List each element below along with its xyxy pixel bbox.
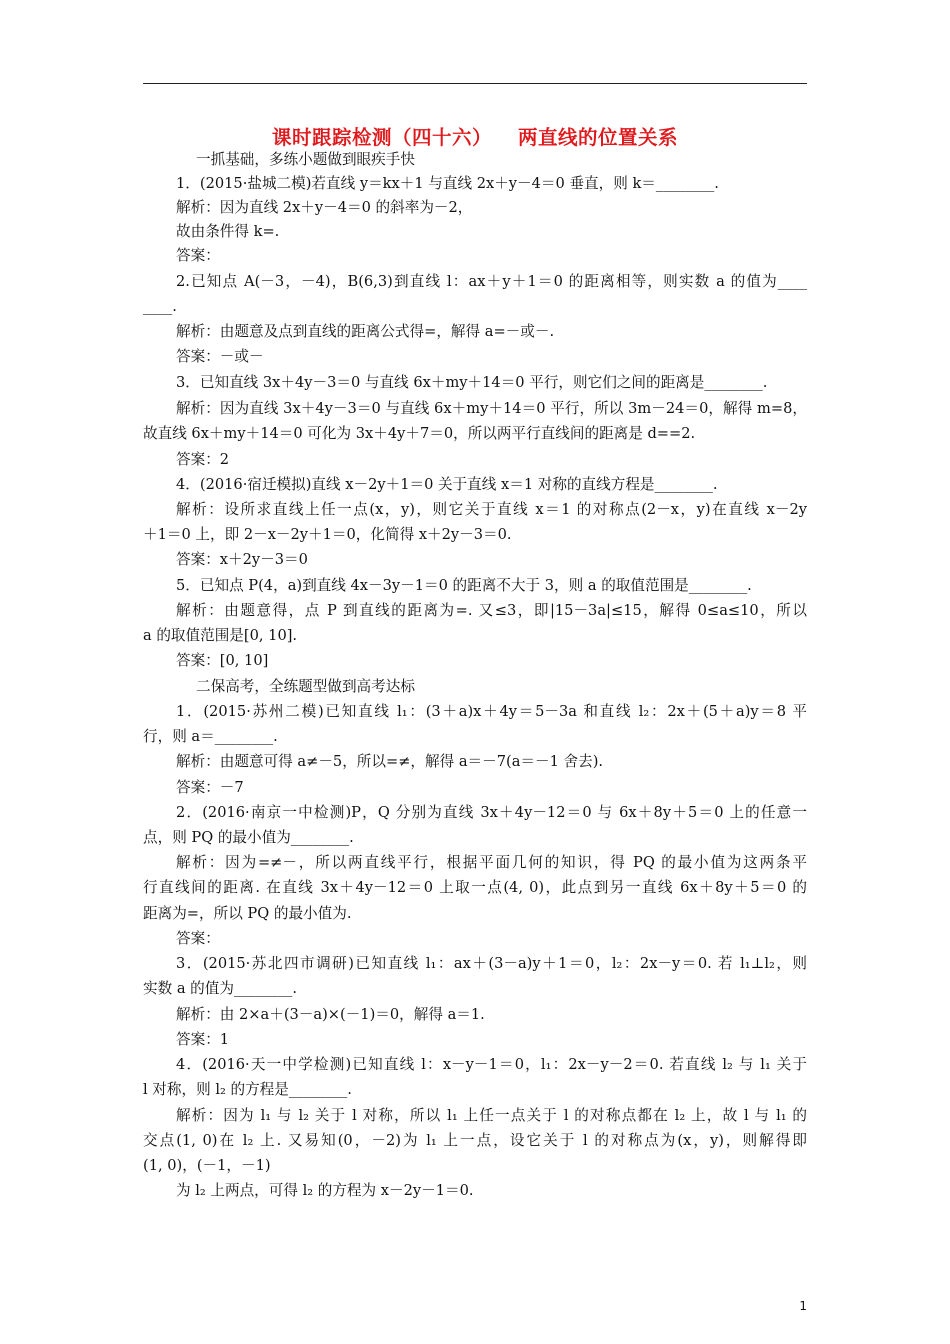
text-line: 3．(2015·苏北四市调研)已知直线 l₁：ax＋(3－a)y＋1＝0，l₂：2x－y＝0. 若 l₁⊥l₂，则 <box>176 955 807 972</box>
text-line: 实数 a 的值为________. <box>143 980 297 997</box>
text-line: 行直线间的距离. 在直线 3x＋4y－12＝0 上取一点(4, 0)，此点到另一直线 6x＋8y＋5＝0 的 <box>143 879 807 896</box>
text-line: 答案：－或－ <box>176 348 264 365</box>
text-line: 答案：1 <box>176 1031 230 1048</box>
text-line: 答案：x＋2y－3＝0 <box>176 551 308 568</box>
text-line: 答案：2 <box>176 451 230 468</box>
text-line: l 对称，则 l₂ 的方程是________. <box>143 1081 352 1098</box>
text-line: 二保高考，全练题型做到高考达标 <box>196 678 415 695</box>
text-line: 答案： <box>176 930 220 947</box>
text-line: 1．(2015·盐城二模)若直线 y＝kx＋1 与直线 2x＋y－4＝0 垂直，则 k＝________. <box>176 175 719 192</box>
text-line: 解析：因为=≠－，所以两直线平行，根据平面几何的知识，得 PQ 的最小值为这两条平 <box>176 854 807 871</box>
text-line: (1, 0)，(－1，－1) <box>143 1157 271 1174</box>
text-line: 行，则 a＝________. <box>143 728 278 745</box>
title-main: 课时跟踪检测（四十六） <box>271 126 492 149</box>
text-line: 答案：[0, 10] <box>176 652 269 669</box>
text-line: 交点(1, 0)在 l₂ 上. 又易知(0，－2)为 l₁ 上一点，设它关于 l 的对称点为(x，y)，则解得即 <box>143 1132 807 1149</box>
text-line: 2.已知点 A(－3，－4)，B(6,3)到直线 l：ax＋y＋1＝0 的距离相等，则实数 a 的值为____ <box>176 273 807 290</box>
text-line: 1．(2015·苏州二模)已知直线 l₁：(3＋a)x＋4y＝5－3a 和直线 l₂：2x＋(5＋a)y＝8 平 <box>176 703 807 720</box>
text-line: 2．(2016·南京一中检测)P，Q 分别为直线 3x＋4y－12＝0 与 6x＋8y＋5＝0 上的任意一 <box>176 804 807 821</box>
text-line: 一抓基础，多练小题做到眼疾手快 <box>196 151 415 168</box>
text-line: a 的取值范围是[0, 10]. <box>143 627 298 644</box>
page-title <box>0 122 950 150</box>
text-line: 解析：由题意及点到直线的距离公式得=，解得 a=－或－. <box>176 323 555 340</box>
text-line: 4．(2016·天一中学检测)已知直线 l：x－y－1＝0，l₁：2x－y－2＝0. 若直线 l₂ 与 l₁ 关于 <box>176 1056 807 1073</box>
text-line: 解析：由 2×a＋(3－a)×(－1)＝0，解得 a＝1. <box>176 1006 485 1023</box>
text-line: 解析：设所求直线上任一点(x，y)，则它关于直线 x＝1 的对称点(2－x，y)在直线 x－2y <box>176 501 807 518</box>
text-line: 距离为=，所以 PQ 的最小值为. <box>143 905 352 922</box>
text-line: 答案：－7 <box>176 779 244 796</box>
title-sub: 两直线的位置关系 <box>518 126 679 149</box>
text-line: 解析：由题意可得 a≠－5，所以=≠，解得 a＝－7(a＝－1 舍去). <box>176 753 604 770</box>
text-line: ____. <box>143 298 177 315</box>
text-line: 点，则 PQ 的最小值为________. <box>143 829 354 846</box>
text-line: 解析：因为直线 2x＋y－4＝0 的斜率为－2， <box>176 199 473 216</box>
text-line: 3．已知直线 3x＋4y－3＝0 与直线 6x＋my＋14＝0 平行，则它们之间的距离是________. <box>176 374 768 391</box>
text-line: 解析：由题意得，点 P 到直线的距离为=. 又≤3，即|15－3a|≤15，解得 0≤a≤10，所以 <box>176 602 807 619</box>
text-line: 故由条件得 k=. <box>176 223 280 240</box>
text-line: 5．已知点 P(4，a)到直线 4x－3y－1＝0 的距离不大于 3，则 a 的取值范围是________. <box>176 577 752 594</box>
text-line: 答案： <box>176 247 220 264</box>
text-line: 故直线 6x＋my＋14＝0 可化为 3x＋4y＋7＝0，所以两平行直线间的距离是 d==2. <box>143 425 696 442</box>
page-number: 1 <box>799 1299 807 1313</box>
header-rule <box>143 83 807 84</box>
text-line: ＋1＝0 上，即 2－x－2y＋1＝0，化简得 x＋2y－3＝0. <box>143 526 512 543</box>
text-line: 为 l₂ 上两点，可得 l₂ 的方程为 x－2y－1＝0. <box>176 1182 474 1199</box>
text-line: 解析：因为 l₁ 与 l₂ 关于 l 对称，所以 l₁ 上任一点关于 l 的对称点都在 l₂ 上，故 l 与 l₁ 的 <box>176 1107 807 1124</box>
text-line: 4．(2016·宿迁模拟)直线 x－2y＋1＝0 关于直线 x＝1 对称的直线方程是________. <box>176 476 718 493</box>
text-line: 解析：因为直线 3x＋4y－3＝0 与直线 6x＋my＋14＝0 平行，所以 3m－24＝0，解得 m=8， <box>176 400 807 417</box>
